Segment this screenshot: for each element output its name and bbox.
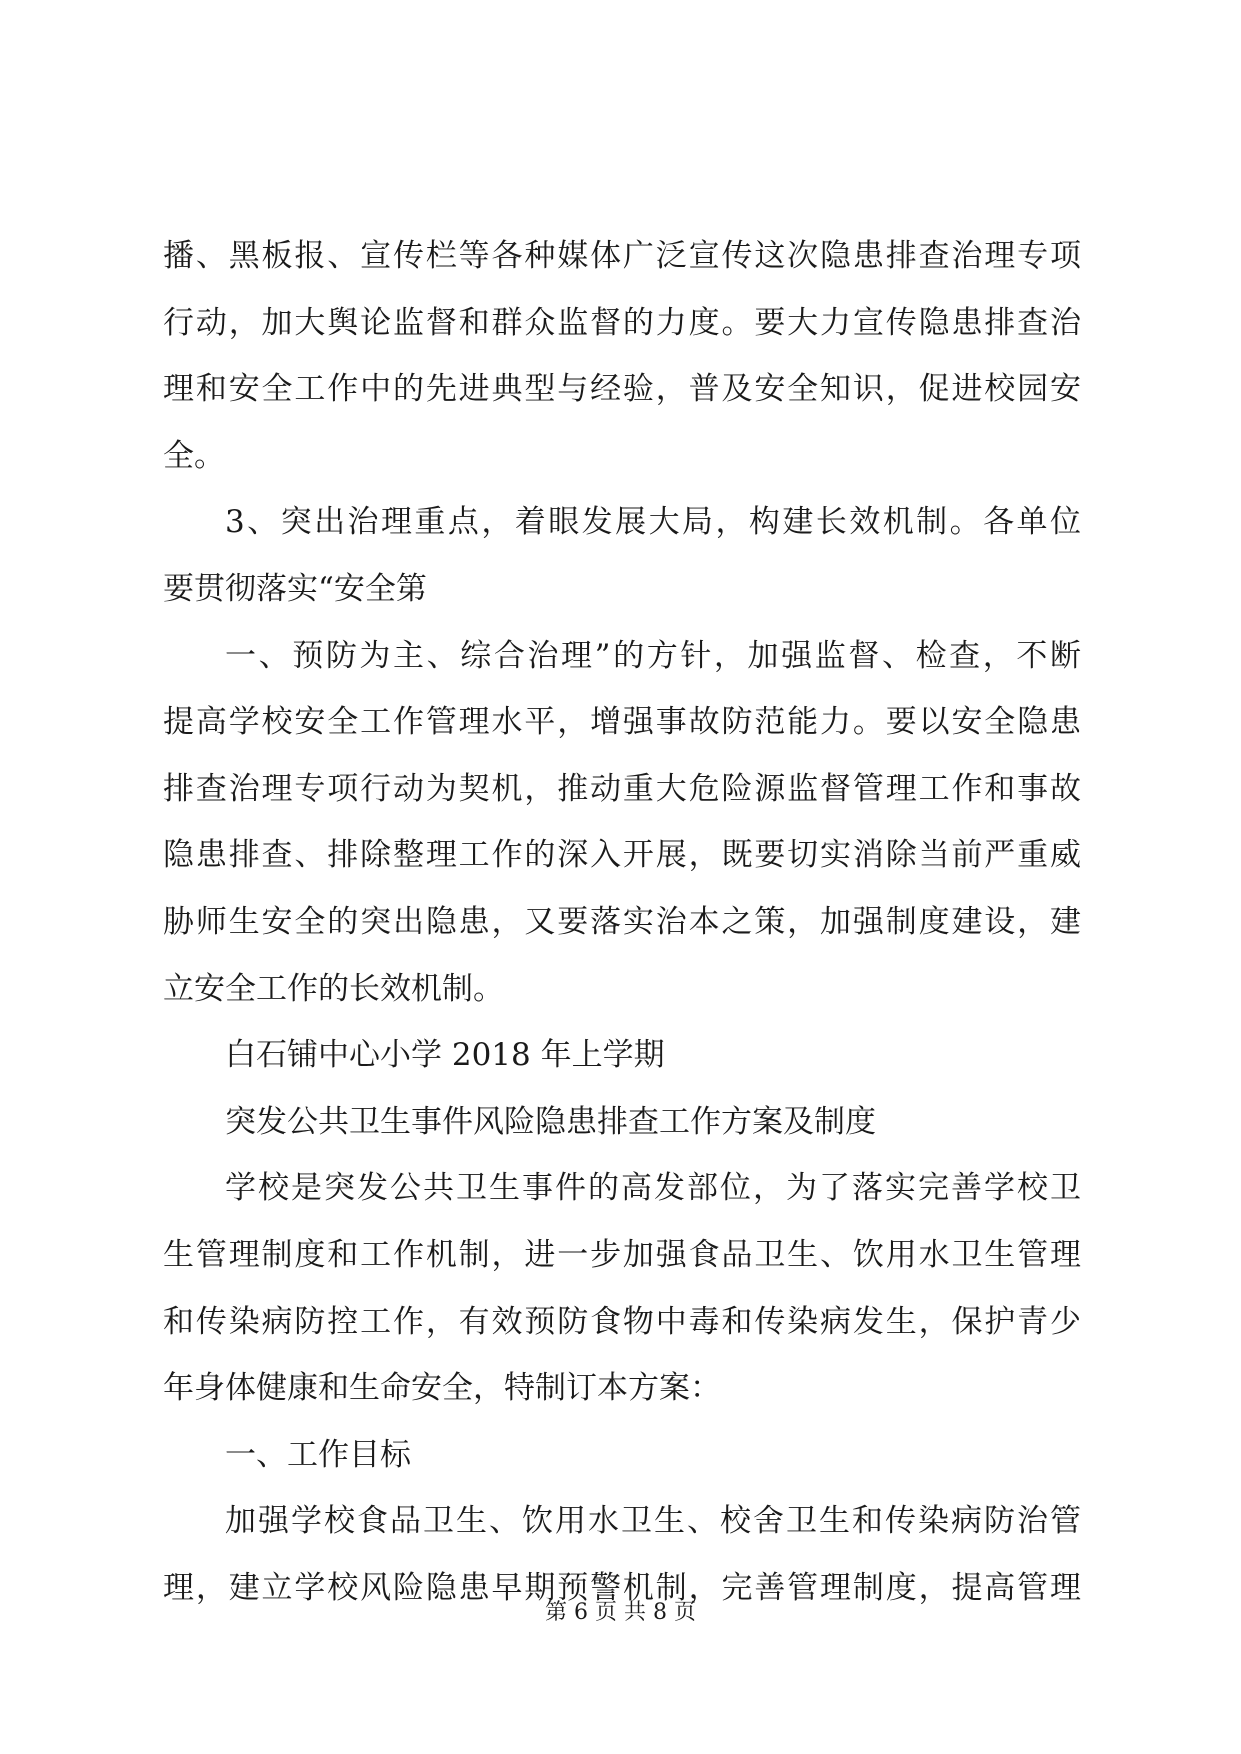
text-line: 加强学校食品卫生、饮用水卫生、校舍卫生和传染病防治管 bbox=[225, 1503, 1081, 1540]
text-line: 一、工作目标 bbox=[225, 1436, 411, 1473]
text-line: 播、黑板报、宣传栏等各种媒体广泛宣传这次隐患排查治理专项 bbox=[163, 238, 1081, 274]
text-line: 胁师生安全的突出隐患，又要落实治本之策，加强制度建设，建 bbox=[163, 903, 1081, 940]
text-line: 白石铺中心小学 2018 年上学期 bbox=[225, 1037, 665, 1074]
text-line: 理和安全工作中的先进典型与经验，普及安全知识，促进校园安 bbox=[163, 371, 1081, 408]
document-body bbox=[163, 223, 1081, 1621]
text-line: 3、突出治理重点，着眼发展大局，构建长效机制。各单位 bbox=[225, 504, 1081, 541]
page-footer: 第 6 页 共 8 页 bbox=[545, 1600, 696, 1625]
text-line: 立安全工作的长效机制。 bbox=[163, 970, 504, 1007]
text-line: 一、预防为主、综合治理”的方针，加强监督、检查，不断 bbox=[225, 637, 1081, 674]
text-line: 提高学校安全工作管理水平，增强事故防范能力。要以安全隐患 bbox=[163, 704, 1081, 741]
text-line: 要贯彻落实“安全第 bbox=[163, 570, 427, 607]
text-line: 行动，加大舆论监督和群众监督的力度。要大力宣传隐患排查治 bbox=[163, 304, 1081, 341]
text-line: 学校是突发公共卫生事件的高发部位，为了落实完善学校卫 bbox=[225, 1170, 1081, 1207]
text-line: 理，建立学校风险隐患早期预警机制，完善管理制度，提高管理 bbox=[163, 1569, 1081, 1606]
text-line: 排查治理专项行动为契机，推动重大危险源监督管理工作和事故 bbox=[163, 770, 1081, 807]
text-line: 突发公共卫生事件风险隐患排查工作方案及制度 bbox=[225, 1103, 876, 1140]
text-line: 年身体健康和生命安全，特制订本方案： bbox=[163, 1370, 721, 1407]
text-line: 隐患排查、排除整理工作的深入开展，既要切实消除当前严重威 bbox=[163, 837, 1081, 874]
text-line: 生管理制度和工作机制，进一步加强食品卫生、饮用水卫生管理 bbox=[163, 1236, 1081, 1273]
text-line: 和传染病防控工作，有效预防食物中毒和传染病发生，保护青少 bbox=[163, 1303, 1081, 1340]
text-line: 全。 bbox=[163, 437, 225, 474]
